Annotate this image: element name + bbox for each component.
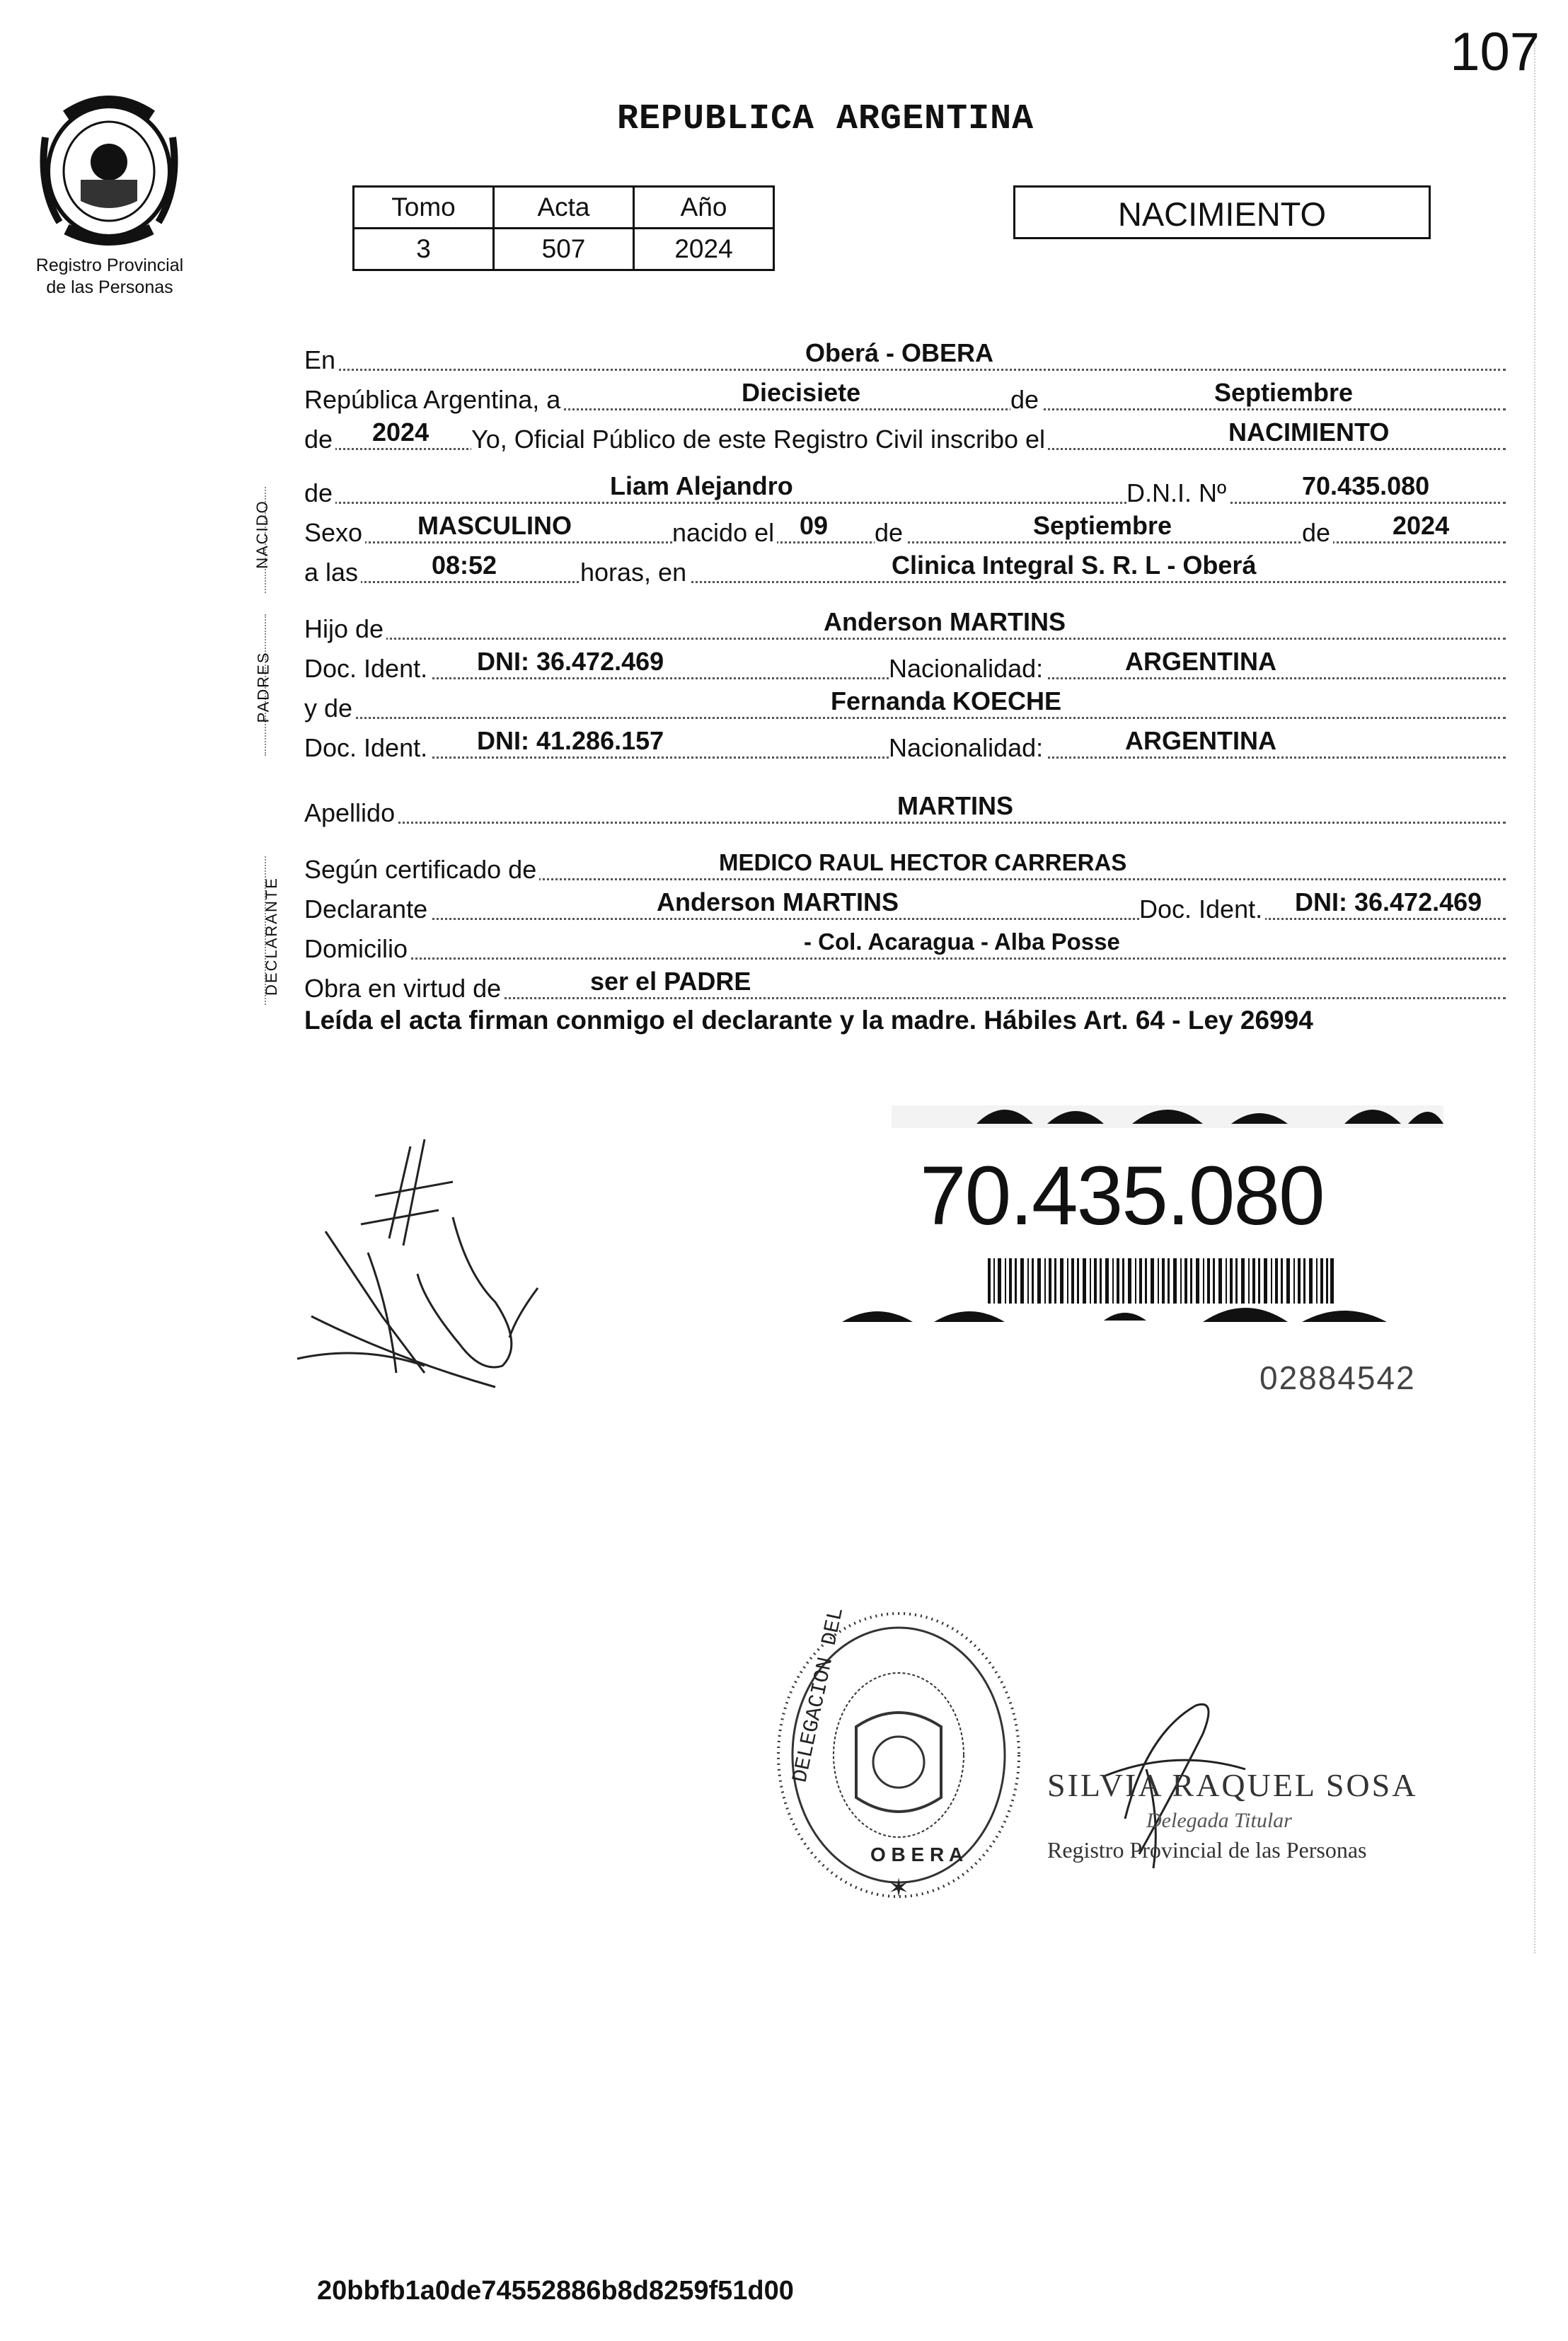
father-nationality-value: ARGENTINA — [1125, 647, 1276, 676]
child-name-value: Liam Alejandro — [610, 471, 793, 500]
side-label-declarante: DECLARANTE — [262, 877, 280, 996]
field-row-mother — [304, 681, 1506, 723]
declarant-name-value: Anderson MARTINS — [657, 887, 899, 916]
horas-en-label: horas, en — [580, 558, 689, 587]
registry-stamp — [764, 1599, 1033, 1911]
stamp-ring-text: DELEGACION DEL — [788, 1605, 850, 1785]
dotted-leader — [304, 369, 1506, 371]
birth-month-value: Septiembre — [1033, 511, 1172, 540]
father-dni-value: DNI: 36.472.469 — [477, 647, 664, 676]
record-type-box: NACIMIENTO — [1013, 185, 1431, 239]
tomo-header: Tomo — [354, 187, 494, 229]
nacido-label: nacido el — [672, 518, 777, 548]
document-hash: 20bbfb1a0de74552886b8d8259f51d00 — [317, 2276, 794, 2306]
republica-label: República Argentina, a — [304, 385, 563, 415]
org-name-line1: Registro Provincial — [35, 255, 184, 275]
page-number: 107 — [1450, 22, 1540, 82]
field-row-father — [304, 602, 1506, 644]
anio-header: Año — [634, 187, 774, 229]
dotted-leader — [304, 822, 1506, 824]
nacionalidad-label: Nacionalidad: — [889, 733, 1046, 763]
day-text-value: Diecisiete — [742, 378, 861, 407]
de-label: de — [304, 425, 335, 454]
domicilio-label: Domicilio — [304, 934, 410, 964]
field-row-mother-doc — [304, 720, 1506, 763]
father-name-value: Anderson MARTINS — [824, 607, 1066, 636]
org-name — [7, 255, 212, 299]
field-row-time — [304, 545, 1506, 587]
dotted-leader — [304, 918, 1506, 920]
y-de-label: y de — [304, 694, 355, 723]
security-serial-number: 02884542 — [1259, 1359, 1416, 1396]
birth-year-value: 2024 — [1393, 511, 1450, 540]
side-label-nacido: NACIDO — [253, 500, 271, 569]
de-label: de — [304, 478, 335, 508]
acta-header: Acta — [494, 187, 634, 229]
declarant-dni-value: DNI: 36.472.469 — [1295, 887, 1482, 916]
field-row-en — [304, 333, 1506, 375]
official-role: Delegada Titular — [1146, 1809, 1292, 1832]
closing-statement: Leída el acta firman conmigo el declarante y la madre. Hábiles Art. 64 - Ley 26994 — [304, 1006, 1313, 1035]
star-icon: ✶ — [888, 1873, 910, 1902]
address-value: - Col. Acaragua - Alba Posse — [804, 928, 1120, 955]
field-row-father-doc — [304, 641, 1506, 684]
field-row-name — [304, 466, 1506, 508]
sexo-label: Sexo — [304, 518, 365, 548]
birth-place-value: Clinica Integral S. R. L - Oberá — [892, 551, 1257, 580]
dotted-leader — [304, 717, 1506, 719]
month-text-value: Septiembre — [1214, 378, 1354, 407]
mother-nationality-value: ARGENTINA — [1125, 726, 1276, 755]
doc-ident-label: Doc. Ident. — [304, 733, 430, 763]
record-reference-table — [352, 185, 775, 271]
a-las-label: a las — [304, 558, 361, 587]
hijo-de-label: Hijo de — [304, 614, 386, 644]
stamp-city: O B E R A — [870, 1844, 964, 1865]
anio-value: 2024 — [634, 229, 774, 270]
tomo-value: 3 — [354, 229, 494, 270]
declarante-label: Declarante — [304, 895, 430, 924]
mother-dni-value: DNI: 41.286.157 — [477, 726, 664, 755]
margin-rule — [1534, 42, 1535, 1953]
dotted-leader — [304, 502, 1506, 504]
doc-ident-label: Doc. Ident. — [1139, 895, 1265, 924]
child-dni-value: 70.435.080 — [1302, 471, 1430, 500]
inscribo-value: NACIMIENTO — [1228, 418, 1390, 447]
acta-value: 507 — [494, 229, 634, 270]
obra-label: Obra en virtud de — [304, 974, 504, 1003]
field-row-inscribo — [304, 412, 1506, 454]
province-seal — [31, 88, 187, 246]
field-row-address — [304, 921, 1506, 964]
dotted-leader — [304, 957, 1506, 960]
mother-name-value: Fernanda KOECHE — [831, 686, 1062, 715]
field-row-date — [304, 372, 1506, 415]
sex-value: MASCULINO — [417, 511, 572, 540]
field-row-surname — [304, 786, 1506, 828]
inscribo-text: Yo, Oficial Público de este Registro Civil inscribo el — [471, 425, 1048, 454]
field-row-declarant — [304, 882, 1506, 924]
birth-day-value: 09 — [800, 511, 829, 540]
org-name-line2: de las Personas — [46, 277, 173, 297]
doc-ident-label: Doc. Ident. — [304, 654, 430, 684]
field-row-acts-as — [304, 961, 1506, 1003]
document-title: REPUBLICA ARGENTINA — [617, 99, 1034, 139]
city-value: Oberá - OBERA — [805, 338, 994, 367]
official-organization: Registro Provincial de las Personas — [1047, 1837, 1367, 1863]
official-name: SILVIA RAQUEL SOSA — [1047, 1767, 1418, 1803]
certificado-label: Según certificado de — [304, 855, 539, 885]
dotted-leader — [304, 581, 1506, 583]
apellido-label: Apellido — [304, 798, 398, 828]
certificate-value: MEDICO RAUL HECTOR CARRERAS — [719, 849, 1127, 875]
barcode-icon — [988, 1258, 1334, 1304]
dni-label: D.N.I. Nº — [1126, 478, 1229, 508]
birth-time-value: 08:52 — [432, 551, 497, 580]
field-row-sex — [304, 505, 1506, 548]
de-label: de — [875, 518, 906, 548]
surname-value: MARTINS — [897, 791, 1013, 820]
en-label: En — [304, 345, 338, 375]
dotted-leader — [304, 638, 1506, 640]
de-label: de — [1010, 385, 1042, 415]
de-label: de — [1302, 518, 1333, 548]
security-dni-number: 70.435.080 — [920, 1149, 1324, 1243]
acts-as-value: ser el PADRE — [590, 967, 751, 996]
nacionalidad-label: Nacionalidad: — [889, 654, 1046, 684]
declarant-signature — [283, 1132, 623, 1430]
side-label-padres: PADRES — [254, 651, 272, 723]
act-year-value: 2024 — [372, 418, 430, 447]
field-row-certificate — [304, 842, 1506, 885]
